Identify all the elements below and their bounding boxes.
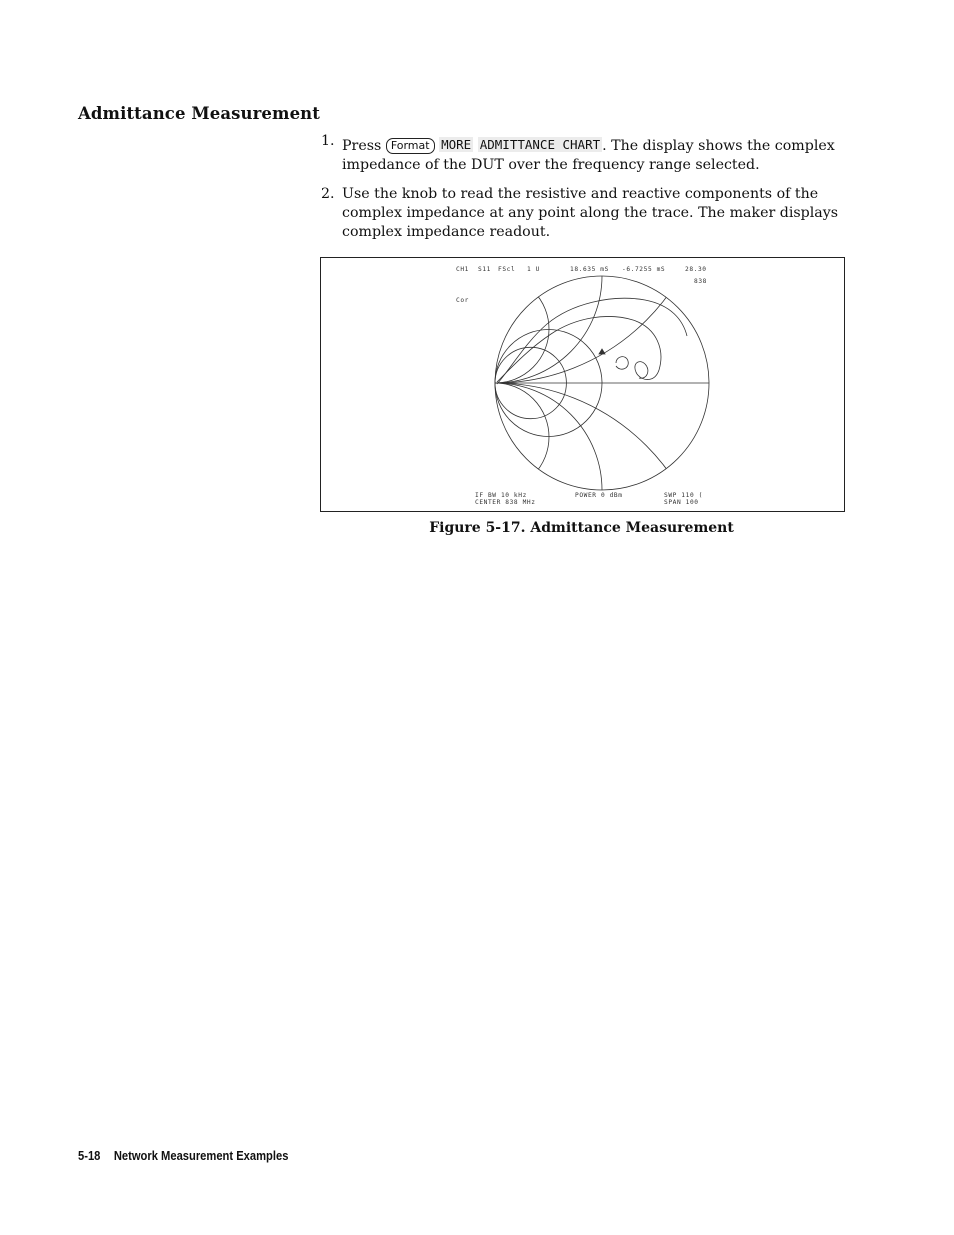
screen-format: FScl [498, 266, 516, 273]
measurement-trace [497, 316, 661, 382]
measurement-trace-loop [616, 357, 628, 370]
screen-marker-imag: -6.7255 mS [622, 266, 666, 273]
page-footer [78, 1148, 288, 1163]
screen-marker-value: 28.30 [685, 266, 707, 273]
format-hardkey: Format [386, 138, 435, 154]
susceptance-arc [441, 275, 549, 383]
screen-power: POWER 0 dBm [575, 492, 623, 499]
step-number: 1. [321, 133, 335, 149]
page-number: 5-18 [78, 1148, 101, 1163]
step-text-after: . The display shows the complex impedance of the DUT over the frequency range selected. [342, 138, 835, 173]
screen-cor: Cor [456, 297, 469, 304]
smith-chart-screen [321, 258, 844, 511]
smith-grid [321, 258, 709, 511]
step-1 [321, 133, 851, 175]
marker-triangle [599, 349, 605, 354]
screen-marker-real: 18.635 mS [570, 266, 609, 273]
admittance-chart-softkey: ADMITTANCE CHART [479, 137, 601, 152]
figure-caption: Figure 5-17. Admittance Measurement [429, 520, 734, 536]
step-text-before: Press [342, 138, 382, 154]
susceptance-arc [388, 258, 602, 383]
screen-center: CENTER 838 MHz [475, 499, 536, 506]
section-heading: Admittance Measurement [78, 104, 320, 123]
susceptance-arc [441, 383, 549, 491]
screen-span: SPAN 100 [664, 499, 699, 506]
step-number: 2. [321, 186, 335, 202]
step-2 [321, 185, 851, 242]
screen-channel: CH1 [456, 266, 469, 273]
screen-marker-freq: 838 [694, 278, 707, 285]
screen-param: S11 [478, 266, 491, 273]
screen-scale: 1 U [527, 266, 540, 273]
more-softkey: MORE [441, 137, 472, 152]
screen-sweep: SWP 110 ( [664, 492, 703, 499]
procedure-steps [321, 133, 851, 252]
screen-ifbw: IF BW 10 kHz [475, 492, 527, 499]
footer-section-title: Network Measurement Examples [113, 1148, 289, 1163]
admittance-chart-figure [320, 257, 845, 512]
step-text: Use the knob to read the resistive and reactive components of the complex impedance at any point along the trace. The maker displays complex impedance readout. [342, 186, 839, 240]
